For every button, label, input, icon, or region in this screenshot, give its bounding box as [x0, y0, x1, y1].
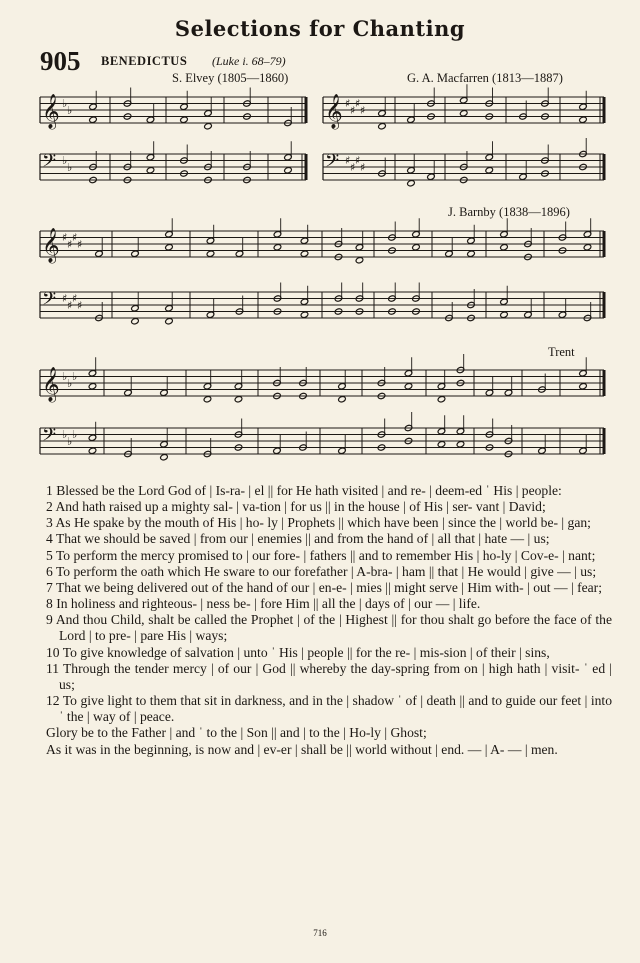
note-head: [459, 110, 468, 117]
verse-5: 5 To perform the mercy promised to | our fore- | fathers || and to remember His | ho-ly | Cov-e- | nant;: [46, 547, 596, 563]
key-signature-accidental: ♯: [360, 161, 366, 174]
note-head: [89, 116, 98, 123]
verse-11: 11 Through the tender mercy | of our | God || whereby the day-spring from on | high hath | visit- ˈ ed | us;: [46, 660, 612, 692]
chant-scores: [40, 84, 604, 461]
note-head: [300, 311, 309, 318]
gloria-1: Glory be to the Father | and ˈ to the | Son || and | to the | Ho-ly | Ghost;: [46, 725, 427, 741]
note-head: [500, 244, 509, 251]
key-signature-accidental: ♯: [72, 292, 78, 305]
key-signature-accidental: ♭: [62, 370, 68, 383]
note-head: [88, 383, 97, 390]
note-head: [300, 250, 309, 257]
note-head: [165, 244, 174, 251]
verse-6: 6 To perform the oath which He sware to our forefather | A-bra- | ham || that | He would | give — | us;: [46, 563, 597, 579]
treble-clef: 𝄞: [42, 228, 60, 263]
note-head: [88, 447, 97, 454]
key-signature-accidental: ♭: [62, 154, 68, 167]
key-signature-accidental: ♯: [360, 104, 366, 117]
chant-composer-macfarren: G. A. Macfarren (1813—1887): [407, 71, 563, 85]
key-signature-accidental: ♯: [350, 104, 356, 117]
bass-clef: 𝄢: [42, 425, 57, 450]
bass-clef: 𝄢: [325, 151, 340, 176]
page-title: Selections for Chanting: [174, 16, 466, 41]
key-signature-accidental: ♭: [72, 370, 78, 383]
key-signature-accidental: ♯: [77, 238, 83, 251]
note-head: [583, 244, 592, 251]
note-head: [404, 383, 413, 390]
key-signature-accidental: ♯: [67, 238, 73, 251]
gloria-2: As it was in the beginning, is now and | ev-er | shall be || world without | end. — | A- — | men.: [46, 741, 558, 757]
note-head: [407, 180, 416, 187]
key-signature-accidental: ♭: [67, 161, 73, 174]
key-signature-accidental: ♭: [72, 428, 78, 441]
key-signature-accidental: ♭: [67, 435, 73, 448]
key-signature-accidental: ♯: [72, 231, 78, 244]
key-signature-accidental: ♯: [355, 97, 361, 110]
verse-9: 9 And thou Child, shalt be called the Prophet | of the | Highest || for thou shalt go before the face of the Lord | to pre- | pare His | ways;: [46, 612, 612, 644]
verse-7: 7 That we being delivered out of the hand of our | en-e- | mies || might serve | Him with- | out — | fear;: [46, 579, 602, 595]
key-signature-accidental: ♯: [77, 299, 83, 312]
verse-1: 1 Blessed be the Lord God of | Is-ra- | el || for He hath visited | and re- | deem-ed ˈ His | people:: [46, 483, 562, 498]
key-signature-accidental: ♭: [67, 104, 73, 117]
key-signature-accidental: ♯: [67, 299, 73, 312]
treble-clef: 𝄞: [42, 94, 60, 129]
note-head: [467, 250, 476, 257]
note-head: [131, 318, 140, 325]
note-head: [437, 396, 446, 403]
key-signature-accidental: ♯: [350, 161, 356, 174]
verses-block: [46, 483, 612, 758]
verse-10: 10 To give knowledge of salvation | unto ˈ His | people || for the re- | mis-sion | of their | sins,: [46, 644, 550, 660]
note-head: [234, 396, 243, 403]
note-head: [338, 396, 347, 403]
key-signature-accidental: ♭: [62, 428, 68, 441]
chant-composer-trent: Trent: [548, 345, 575, 359]
page-number: 716: [313, 928, 327, 938]
note-head: [160, 454, 169, 461]
music-notation: [0, 0, 640, 480]
hymn-name: BENEDICTUS: [101, 54, 188, 68]
chant-composer-elvey: S. Elvey (1805—1860): [172, 71, 289, 85]
note-head: [456, 441, 465, 448]
key-signature-accidental: ♭: [67, 377, 73, 390]
note-head: [204, 123, 213, 130]
bass-clef: 𝄢: [42, 151, 57, 176]
key-signature-accidental: ♯: [345, 154, 351, 167]
treble-clef: 𝄞: [325, 94, 343, 129]
key-signature-accidental: ♯: [345, 97, 351, 110]
key-signature-accidental: ♯: [62, 231, 68, 244]
key-signature-accidental: ♯: [355, 154, 361, 167]
note-head: [500, 311, 509, 318]
note-head: [579, 116, 588, 123]
verse-3: 3 As He spake by the mouth of His | ho- ly | Prophets || which have been | since the | world be- | gan;: [46, 515, 591, 531]
note-head: [485, 167, 494, 174]
verse-4: 4 That we should be saved | from our | enemies || and from the hand of | all that | hate — | us;: [46, 531, 550, 547]
note-head: [355, 257, 364, 264]
verse-8: 8 In holiness and righteous- | ness be- | fore Him || all the | days of | our — | life.: [46, 596, 481, 612]
note-head: [378, 123, 387, 130]
key-signature-accidental: ♭: [62, 97, 68, 110]
note-head: [206, 250, 215, 257]
bass-clef: 𝄢: [42, 289, 57, 314]
scripture-reference: (Luke i. 68–79): [212, 54, 286, 68]
treble-clef: 𝄞: [42, 367, 60, 402]
key-signature-accidental: ♯: [62, 292, 68, 305]
chant-composer-barnby: J. Barnby (1838—1896): [448, 205, 570, 219]
note-head: [284, 167, 293, 174]
verse-12: 12 To give light to them that sit in darkness, and in the | shadow ˈ of | death || and to guide our feet | into ˈ the | way of | peace.: [46, 693, 612, 725]
note-head: [437, 441, 446, 448]
note-head: [579, 383, 588, 390]
note-head: [146, 167, 155, 174]
note-head: [273, 244, 282, 251]
note-head: [165, 318, 174, 325]
hymn-number: 905: [40, 46, 81, 76]
note-head: [203, 396, 212, 403]
verse-2: 2 And hath raised up a mighty sal- | va-tion | for us || in the house | of His | ser- vant | David;: [46, 499, 546, 515]
note-head: [412, 244, 421, 251]
note-head: [180, 116, 189, 123]
